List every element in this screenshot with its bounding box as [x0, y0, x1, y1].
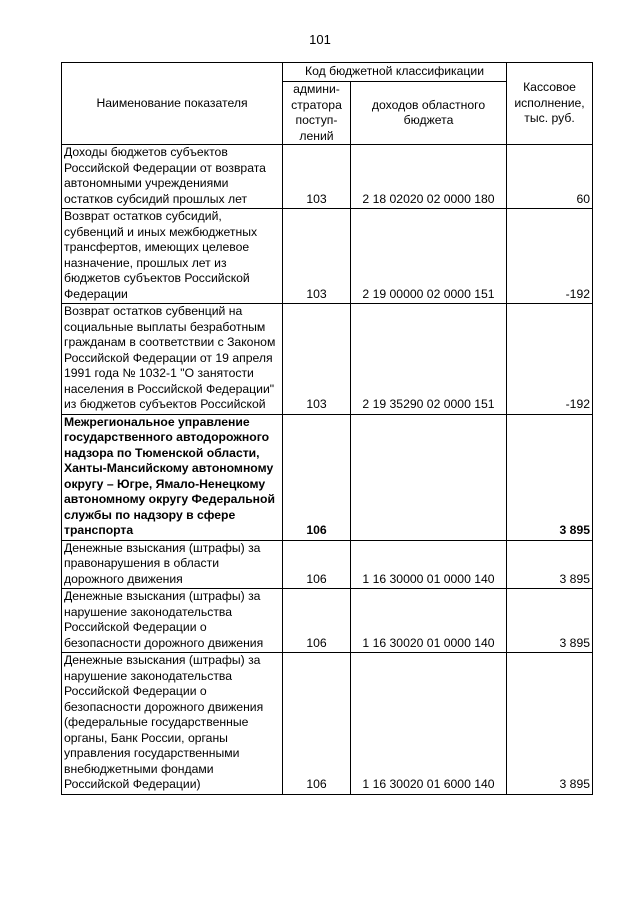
- table-row: [62, 589, 593, 653]
- page-number: 101: [309, 32, 331, 47]
- row-income-code: 2 18 02020 02 0000 180: [351, 145, 507, 209]
- row-income-code: 1 16 30020 01 6000 140: [351, 653, 507, 795]
- row-admin-code: 103: [283, 145, 351, 209]
- row-amount: -192: [507, 304, 593, 415]
- row-amount: 3 895: [507, 653, 593, 795]
- budget-table: [61, 62, 593, 795]
- row-amount: 3 895: [507, 540, 593, 589]
- row-name: Денежные взыскания (штрафы) за нарушение законодательства Российской Федерации о безопасности дорожного движения: [62, 589, 283, 653]
- row-name: Денежные взыскания (штрафы) за нарушение законодательства Российской Федерации о безопасности дорожного движения (федеральные государственные органы, Банк России, органы управления государственными внебюджетными фондами Российской Федерации): [62, 653, 283, 795]
- table-header: [62, 63, 593, 145]
- row-income-code: 1 16 30020 01 0000 140: [351, 589, 507, 653]
- table-row: [62, 304, 593, 415]
- row-admin-code: 103: [283, 304, 351, 415]
- row-admin-code: 106: [283, 414, 351, 540]
- row-admin-code: 106: [283, 540, 351, 589]
- row-income-code: 2 19 00000 02 0000 151: [351, 209, 507, 304]
- row-admin-code: 106: [283, 653, 351, 795]
- header-admin: админи-стратора поступ-лений: [283, 82, 351, 145]
- row-admin-code: 103: [283, 209, 351, 304]
- row-amount: -192: [507, 209, 593, 304]
- row-name: Доходы бюджетов субъектов Российской Федерации от возврата автономными учреждениями остатков субсидий прошлых лет: [62, 145, 283, 209]
- table-row: [62, 145, 593, 209]
- row-income-code: [351, 414, 507, 540]
- header-name: Наименование показателя: [62, 63, 283, 145]
- header-amount: Кассовое исполнение, тыс. руб.: [507, 63, 593, 145]
- row-name: Возврат остатков субсидий, субвенций и иных межбюджетных трансфертов, имеющих целевое назначение, прошлых лет из бюджетов субъектов Российской Федерации: [62, 209, 283, 304]
- row-name: Возврат остатков субвенций на социальные выплаты безработным гражданам в соответствии с Законом Российской Федерации от 19 апреля 1991 года № 1032-1 "О занятости населения в Российской Федерации" из бюджетов субъектов Российской: [62, 304, 283, 415]
- table-row: [62, 209, 593, 304]
- table-row: [62, 540, 593, 589]
- row-amount: 3 895: [507, 414, 593, 540]
- header-income: доходов областного бюджета: [351, 82, 507, 145]
- header-code-group: Код бюджетной классификации: [283, 63, 507, 82]
- table-body: [62, 145, 593, 795]
- row-name: Денежные взыскания (штрафы) за правонарушения в области дорожного движения: [62, 540, 283, 589]
- row-amount: 3 895: [507, 589, 593, 653]
- row-name: Межрегиональное управление государственного автодорожного надзора по Тюменской области, Ханты-Мансийскому автономному округу – Югре, Ямало-Ненецкому автономному округу Федеральной службы по надзору в сфере транспорта: [62, 414, 283, 540]
- header-row-top: [62, 63, 593, 82]
- row-income-code: 1 16 30000 01 0000 140: [351, 540, 507, 589]
- table-row-section: [62, 414, 593, 540]
- row-admin-code: 106: [283, 589, 351, 653]
- row-amount: 60: [507, 145, 593, 209]
- row-income-code: 2 19 35290 02 0000 151: [351, 304, 507, 415]
- table-row: [62, 653, 593, 795]
